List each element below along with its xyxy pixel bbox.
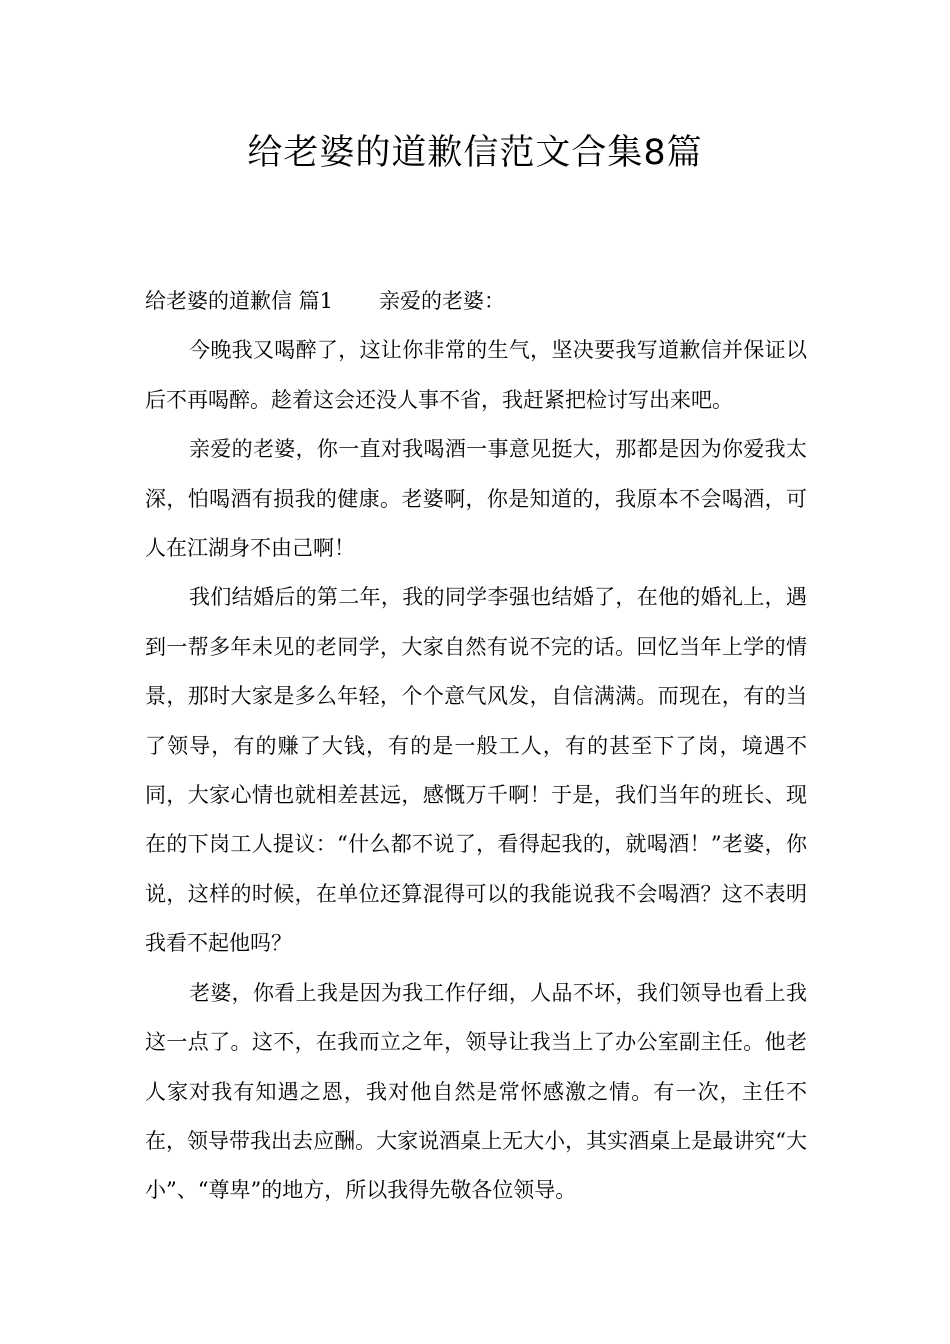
paragraph-2: 亲爱的老婆，你一直对我喝酒一事意见挺大，那都是因为你爱我太深，怕喝酒有损我的健康。老婆啊，你是知道的，我原本不会喝酒，可人在江湖身不由己啊！ bbox=[145, 437, 807, 561]
paragraph-3: 我们结婚后的第二年，我的同学李强也结婚了，在他的婚礼上，遇到一帮多年未见的老同学，大家自然有说不完的话。回忆当年上学的情景，那时大家是多么年轻，个个意气风发，自信满满。而现在，有的当了领导，有的赚了大钱，有的是一般工人，有的甚至下了岗，境遇不同，大家心情也就相差甚远，感慨万千啊！于是，我们当年的班长、现在的下岗工人提议：“什么都不说了，看得起我的，就喝酒！”老婆，你说，这样的时候，在单位还算混得可以的我能说我不会喝酒？这不表明我看不起他吗？ bbox=[145, 585, 807, 956]
paragraph-1: 今晚我又喝醉了，这让你非常的生气，坚决要我写道歉信并保证以后不再喝醉。趁着这会还没人事不省，我赶紧把检讨写出来吧。 bbox=[145, 338, 807, 412]
page-title: 给老婆的道歉信范文合集8篇 bbox=[247, 133, 703, 173]
salutation: 亲爱的老婆： bbox=[379, 289, 506, 313]
paragraph-4: 老婆，你看上我是因为我工作仔细，人品不坏，我们领导也看上我这一点了。这不，在我而立之年，领导让我当上了办公室副主任。他老人家对我有知遇之恩，我对他自然是常怀感激之情。有一次，主任不在，领导带我出去应酬。大家说酒桌上无大小，其实酒桌上是最讲究“大小”、“尊卑”的地方，所以我得先敬各位领导。 bbox=[145, 980, 807, 1203]
section-heading-line bbox=[145, 277, 807, 326]
letter-body bbox=[145, 277, 807, 1216]
section-heading: 给老婆的道歉信 篇1 bbox=[145, 289, 334, 313]
